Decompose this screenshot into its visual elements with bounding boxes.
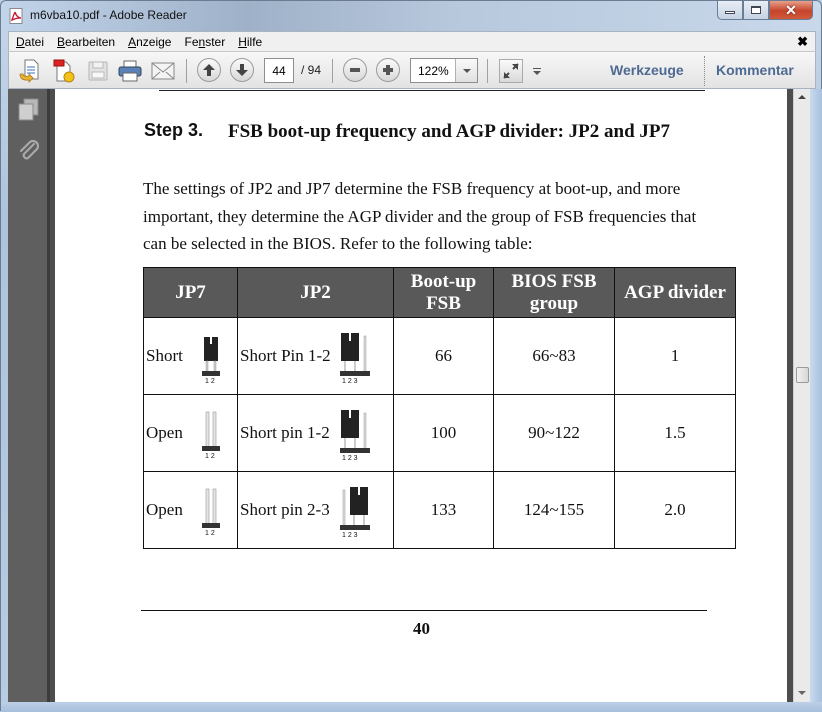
navigation-panel xyxy=(8,89,50,702)
svg-text:1 2 3: 1 2 3 xyxy=(342,455,358,461)
agp-divider-cell: 2.0 xyxy=(615,472,736,549)
bios-group-cell: 90~122 xyxy=(494,395,615,472)
jumper-3pin-2-3-icon xyxy=(338,486,374,538)
table-header-row xyxy=(144,268,736,318)
pdf-page xyxy=(55,89,787,702)
col-header-jp7: JP7 xyxy=(144,268,238,318)
previous-page-button[interactable] xyxy=(197,58,221,82)
zoom-select[interactable] xyxy=(410,58,478,83)
arrow-down-icon xyxy=(235,63,249,77)
jp7-cell: Open 1 2 xyxy=(144,472,238,549)
chevron-down-icon xyxy=(463,69,471,73)
step-title: FSB boot-up frequency and AGP divider: JP2 and JP7 xyxy=(228,121,670,142)
close-window-button[interactable] xyxy=(769,1,813,20)
zoom-in-button[interactable] xyxy=(376,58,400,82)
title-bar xyxy=(1,1,821,31)
jumper-3pin-1-2-icon xyxy=(338,332,374,384)
header-rule xyxy=(159,90,705,91)
comment-pane-button[interactable]: Kommentar xyxy=(716,62,794,78)
tools-pane-button[interactable]: Werkzeuge xyxy=(610,62,684,78)
jumper-settings-table xyxy=(143,267,736,549)
overflow-chevron-icon xyxy=(533,68,541,75)
jumper-2pin-open-icon xyxy=(199,411,223,459)
footer-rule xyxy=(141,610,707,611)
minimize-icon xyxy=(725,11,735,14)
window-frame-right xyxy=(810,89,822,709)
maximize-button[interactable] xyxy=(743,1,769,20)
bios-group-cell: 66~83 xyxy=(494,318,615,395)
maximize-icon xyxy=(751,6,761,14)
svg-text:1 2: 1 2 xyxy=(205,453,215,459)
scrollbar-thumb[interactable] xyxy=(796,367,809,383)
svg-text:1 2 3: 1 2 3 xyxy=(342,378,358,384)
fullscreen-button[interactable] xyxy=(499,59,523,83)
minimize-button[interactable] xyxy=(717,1,743,20)
col-header-jp2: JP2 xyxy=(238,268,394,318)
agp-divider-cell: 1 xyxy=(615,318,736,395)
jp7-cell: Short 1 2 xyxy=(144,318,238,395)
menu-fenster[interactable]: Fenster xyxy=(184,34,226,49)
close-document-button[interactable]: ✖ xyxy=(797,34,808,49)
jp7-cell: Open 1 2 xyxy=(144,395,238,472)
window-title: m6vba10.pdf - Adobe Reader xyxy=(30,8,187,22)
page-number: 40 xyxy=(413,619,430,638)
open-file-icon xyxy=(19,59,41,83)
zoom-value: 122% xyxy=(418,64,449,78)
jumper-2pin-open-icon xyxy=(199,488,223,536)
col-header-boot-fsb: Boot-up FSB xyxy=(394,268,494,318)
minus-icon xyxy=(348,63,362,77)
email-button[interactable] xyxy=(150,58,176,84)
menu-bearbeiten[interactable]: Bearbeiten xyxy=(57,34,116,49)
print-button[interactable] xyxy=(117,58,143,84)
scroll-up-icon[interactable] xyxy=(798,95,806,99)
bios-group-cell: 124~155 xyxy=(494,472,615,549)
step-label: Step 3. xyxy=(144,120,204,140)
jp2-cell: Short pin 1-2 1 2 3 xyxy=(238,395,394,472)
vertical-scrollbar[interactable] xyxy=(793,89,810,702)
jumper-2pin-closed-icon xyxy=(199,336,223,384)
menu-hilfe[interactable]: Hilfe xyxy=(238,34,263,49)
create-pdf-icon xyxy=(52,59,76,83)
svg-text:1 2: 1 2 xyxy=(205,378,215,384)
printer-icon xyxy=(118,60,142,82)
body-paragraph: The settings of JP2 and JP7 determine the FSB frequency at boot-up, and more important, they determine the AGP divider and the group of FSB frequencies that can be selected in the BIOS. Refer to the following table: xyxy=(143,179,697,253)
close-icon: ✕ xyxy=(785,1,797,18)
table-row xyxy=(144,395,736,472)
toolbar-overflow-button[interactable] xyxy=(529,58,545,84)
plus-icon xyxy=(381,63,395,77)
jp2-cell: Short pin 2-3 1 2 3 xyxy=(238,472,394,549)
boot-fsb-cell: 133 xyxy=(394,472,494,549)
document-viewport[interactable] xyxy=(50,89,793,702)
menu-anzeige[interactable]: Anzeige xyxy=(128,34,172,49)
zoom-dropdown-button[interactable] xyxy=(455,59,477,82)
page-number-input[interactable] xyxy=(264,58,294,83)
scroll-down-icon[interactable] xyxy=(798,691,806,695)
page-total: / 94 xyxy=(301,63,322,77)
col-header-agp-divider: AGP divider xyxy=(615,268,736,318)
table-row xyxy=(144,472,736,549)
svg-text:1 2 3: 1 2 3 xyxy=(342,532,358,538)
jumper-3pin-1-2-icon xyxy=(338,409,374,461)
attachments-button[interactable] xyxy=(17,139,41,163)
page-thumbnails-button[interactable] xyxy=(17,98,41,122)
save-button[interactable] xyxy=(85,58,111,84)
boot-fsb-cell: 100 xyxy=(394,395,494,472)
pdf-file-icon xyxy=(9,8,24,24)
toolbar xyxy=(8,51,816,89)
boot-fsb-cell: 66 xyxy=(394,318,494,395)
pages-icon xyxy=(17,98,41,122)
zoom-out-button[interactable] xyxy=(343,58,367,82)
envelope-icon xyxy=(151,62,175,80)
save-disk-icon xyxy=(88,61,108,81)
agp-divider-cell: 1.5 xyxy=(615,395,736,472)
table-row xyxy=(144,318,736,395)
create-pdf-button[interactable] xyxy=(51,58,77,84)
expand-arrows-icon xyxy=(502,62,520,80)
svg-text:1 2: 1 2 xyxy=(205,530,215,536)
menu-datei[interactable]: Datei xyxy=(16,34,45,49)
menu-bar xyxy=(8,31,816,51)
attachments-icon xyxy=(17,139,41,163)
open-button[interactable] xyxy=(17,58,43,84)
jp2-cell: Short Pin 1-2 1 2 3 xyxy=(238,318,394,395)
arrow-up-icon xyxy=(202,63,216,77)
col-header-bios-group: BIOS FSB group xyxy=(494,268,615,318)
next-page-button[interactable] xyxy=(230,58,254,82)
